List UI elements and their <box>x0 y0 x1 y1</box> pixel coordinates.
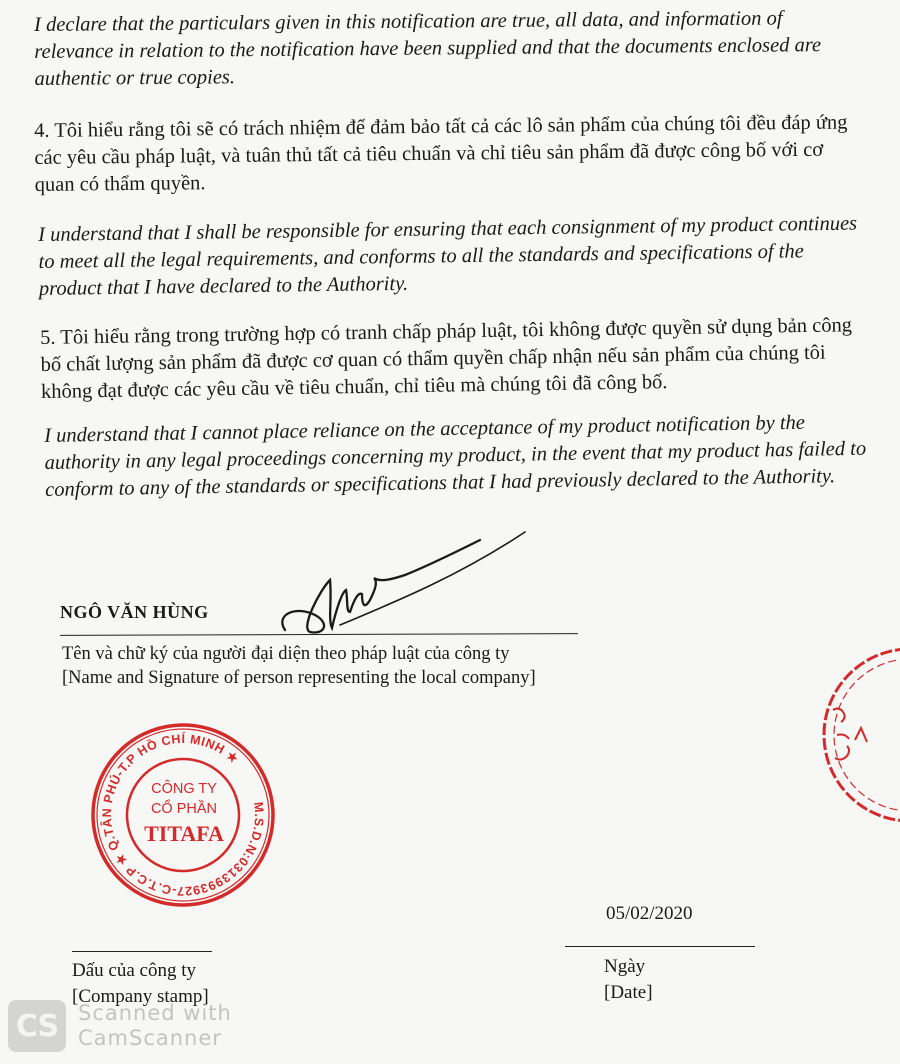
company-stamp <box>88 720 278 910</box>
declaration-en: I declare that the particulars given in this notification are true, all data, and information of relevance in relation to the notification have been supplied and that the documents enclosed are authentic or true copies. <box>34 7 822 90</box>
partial-seal-stamp <box>815 640 900 830</box>
item-4-vi: 4. Tôi hiểu rằng tôi sẽ có trách nhiệm để đảm bảo tất cả các lô sản phẩm của chúng tôi đều đáp ứng các yêu cầu pháp luật, và tuân thủ tất cả tiêu chuẩn và chỉ tiêu sản phẩm đã được công bố với cơ quan có thẩm quyền. <box>34 111 848 196</box>
stamp-caption-vi: Dấu của công ty <box>72 960 196 981</box>
camscanner-watermark <box>8 1000 232 1052</box>
watermark-line-1: Scanned with <box>78 1001 232 1025</box>
date-caption-en: [Date] <box>604 982 653 1003</box>
date-line <box>565 946 755 947</box>
stamp-line <box>72 951 212 952</box>
item-5-en: I understand that I cannot place reliance on the acceptance of my product notification by the authority in any legal proceedings concerning my product, in the event that my product has failed to conform to any of the standards or specifications that I had previously declared to the Authority. <box>44 411 867 501</box>
stamp-ring-text: M.S.D.N:0313993927-C.T.C.P ★ Q.TÂN PHÚ-T.P HỒ CHÍ MINH ★ <box>99 731 267 899</box>
date-value: 05/02/2020 <box>606 903 693 924</box>
signatory-caption <box>62 642 536 690</box>
stamp-line-3: TITAFA <box>144 821 224 846</box>
date-caption <box>604 954 653 1006</box>
signatory-caption-vi: Tên và chữ ký của người đại diện theo pháp luật của công ty <box>62 644 510 664</box>
stamp-line-1: CÔNG TY <box>151 781 217 797</box>
handwritten-signature <box>270 520 570 650</box>
watermark-line-2: CamScanner <box>78 1026 222 1050</box>
signatory-name: NGÔ VĂN HÙNG <box>60 602 209 622</box>
signatory-caption-en: [Name and Signature of person representing the local company] <box>62 668 536 688</box>
camscanner-logo-icon: CS <box>8 1000 66 1052</box>
stamp-caption-en: [Company stamp] <box>72 986 209 1007</box>
stamp-line-2: CỔ PHẦN <box>150 801 218 817</box>
camscanner-text <box>78 1001 232 1051</box>
item-4-en: I understand that I shall be responsible for ensuring that each consignment of my product continues to meet all the legal requirements, and conforms to all the standards and specifications of the product that I have declared to the Authority. <box>38 212 858 300</box>
item-5-vi: 5. Tôi hiểu rằng trong trường hợp có tranh chấp pháp luật, tôi không được quyền sử dụng bản công bố chất lượng sản phẩm đã được cơ quan có thẩm quyền chấp nhận nếu sản phẩm của chúng tôi không đạt được các yêu cầu về tiêu chuẩn, chỉ tiêu mà chúng tôi đã công bố. <box>40 314 853 403</box>
date-caption-vi: Ngày <box>604 956 646 977</box>
